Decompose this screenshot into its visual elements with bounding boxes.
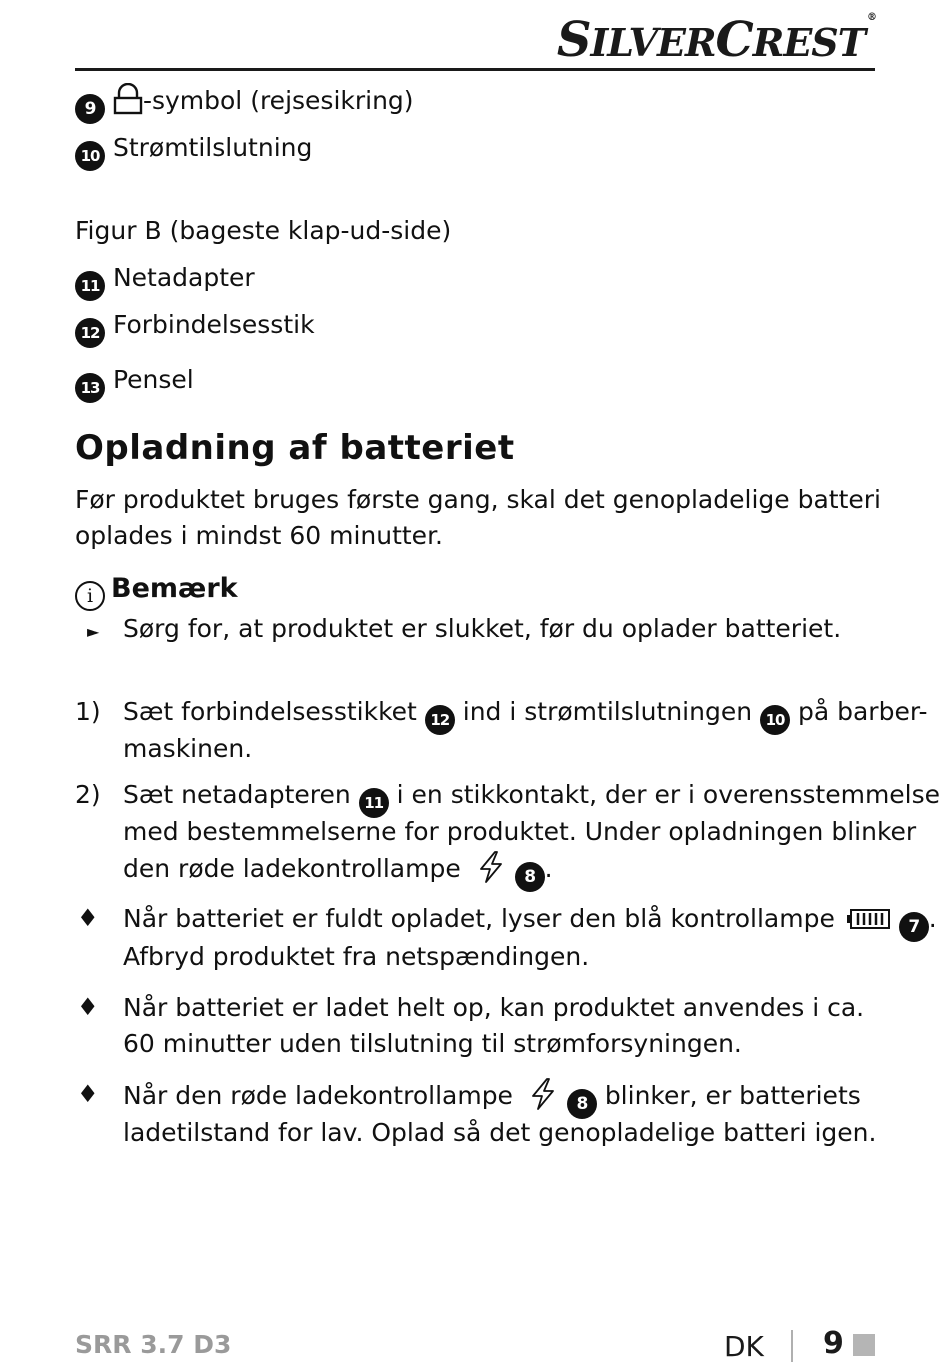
step-text: ind i strømtilslutningen — [462, 697, 753, 726]
note-heading — [75, 573, 238, 611]
step-2-line-2: med bestemmelserne for produktet. Under opladningen blinker — [123, 817, 917, 846]
reference-badge: 8 — [515, 862, 545, 892]
item-number-badge: 10 — [75, 141, 105, 171]
item-number-badge: 13 — [75, 373, 105, 403]
part-item-9 — [75, 83, 414, 125]
item-number-badge: 9 — [75, 94, 105, 124]
bullet-text: blinker, er batteriets — [604, 1081, 861, 1110]
step-text: Sæt forbindelsesstikket — [123, 697, 417, 726]
bullet-text: Når den røde ladekontrollampe — [123, 1081, 513, 1110]
step-text: på barber- — [797, 697, 928, 726]
battery-icon — [847, 904, 891, 940]
step-1-line-1 — [123, 694, 928, 735]
reference-badge: 12 — [425, 705, 455, 735]
triangle-bullet-icon: ► — [87, 622, 100, 641]
figure-item-11 — [75, 260, 255, 301]
bullet-2-line-1: Når batteriet er ladet helt op, kan produktet anvendes i ca. — [123, 993, 865, 1022]
figure-item-text: Pensel — [112, 365, 194, 394]
language-code: DK — [724, 1330, 764, 1363]
model-number: SRR 3.7 D3 — [75, 1330, 232, 1359]
reference-badge: 8 — [567, 1089, 597, 1119]
item-number-badge: 11 — [75, 271, 105, 301]
part-text: -symbol (rejsesikring) — [142, 86, 414, 115]
bullet-1-line-2: Afbryd produktet fra netspændingen. — [123, 942, 590, 971]
step-text: i en stikkontakt, der er i overensstemmelse — [396, 780, 941, 809]
brand-logo: SILVERCREST® — [556, 12, 876, 68]
bullet-text: . — [928, 904, 937, 933]
figure-item-text: Forbindelsesstik — [112, 310, 315, 339]
item-number-badge: 12 — [75, 318, 105, 348]
reference-badge: 7 — [899, 912, 929, 942]
figure-item-text: Netadapter — [112, 263, 255, 292]
step-number: 2) — [75, 780, 101, 809]
diamond-bullet-icon: ♦ — [77, 993, 99, 1021]
step-text: . — [544, 854, 553, 883]
lightning-icon — [475, 850, 507, 894]
figure-caption: (bageste klap-ud-side) — [169, 216, 452, 245]
figure-item-12 — [75, 307, 315, 348]
diamond-bullet-icon: ♦ — [77, 904, 99, 932]
note-bullet-text: Sørg for, at produktet er slukket, før du oplader batteriet. — [123, 614, 842, 643]
step-number: 1) — [75, 697, 101, 726]
footer-divider — [791, 1330, 793, 1362]
reference-badge: 10 — [760, 705, 790, 735]
bullet-text: Når batteriet er fuldt opladet, lyser den blå kontrollampe — [123, 904, 835, 933]
step-text: Sæt netadapteren — [123, 780, 351, 809]
figure-item-13 — [75, 362, 194, 403]
step-1-line-2: maskinen. — [123, 734, 253, 763]
bullet-3-line-2: ladetilstand for lav. Oplad så det genopladelige batteri igen. — [123, 1118, 877, 1147]
info-icon: i — [75, 581, 105, 611]
page-marker-square — [853, 1334, 875, 1356]
intro-line-1: Før produktet bruges første gang, skal det genopladelige batteri — [75, 485, 881, 514]
note-title: Bemærk — [111, 573, 238, 604]
step-text: den røde ladekontrollampe — [123, 854, 461, 883]
reference-badge: 11 — [359, 788, 389, 818]
lock-icon — [113, 83, 143, 125]
header-rule — [75, 68, 875, 71]
step-2-line-3 — [123, 850, 553, 894]
diamond-bullet-icon: ♦ — [77, 1080, 99, 1108]
bullet-2-line-2: 60 minutter uden tilslutning til strømforsyningen. — [123, 1029, 742, 1058]
figure-label: Figur B — [75, 216, 162, 245]
part-text: Strømtilslutning — [112, 133, 313, 162]
section-heading: Opladning af batteriet — [75, 428, 515, 468]
bullet-1-line-1 — [123, 901, 937, 942]
page-number: 9 — [823, 1326, 844, 1361]
intro-line-2: oplades i mindst 60 minutter. — [75, 521, 443, 550]
note-bullet-marker — [87, 611, 99, 650]
step-2-line-1 — [123, 777, 940, 818]
figure-b-title — [75, 213, 451, 249]
part-item-10 — [75, 130, 312, 171]
